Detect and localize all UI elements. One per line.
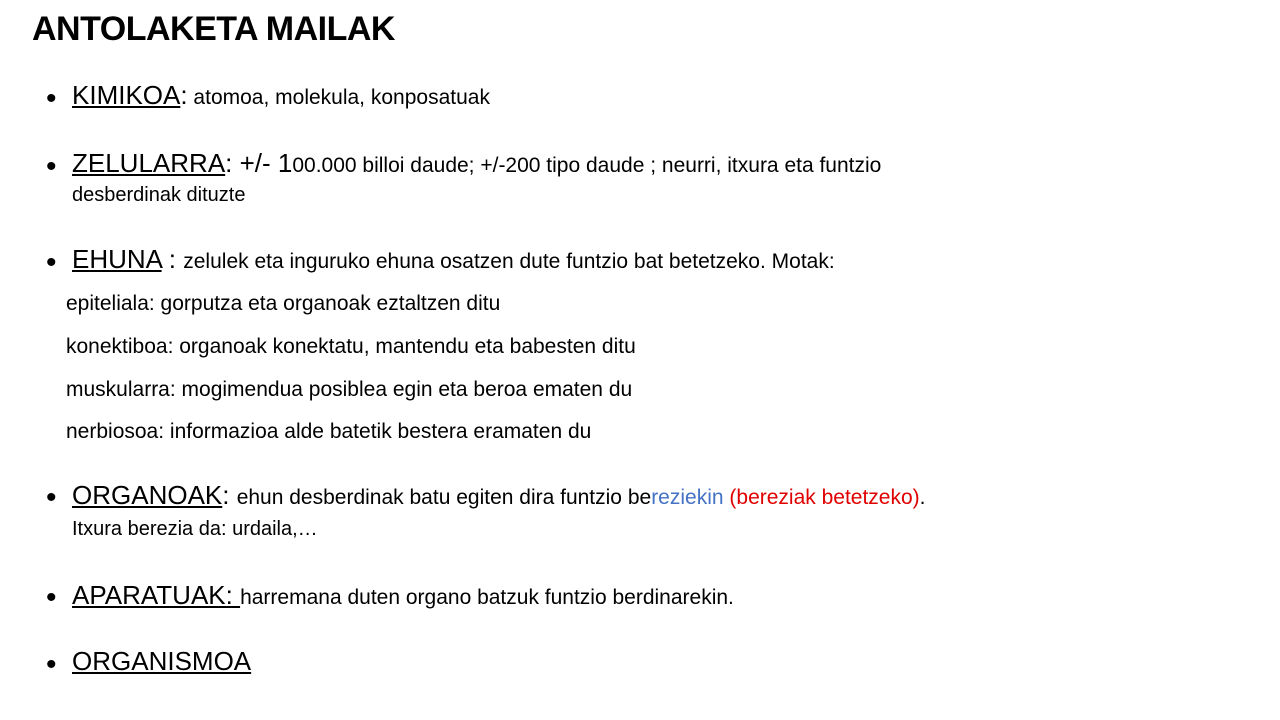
item-organoak [72, 480, 926, 511]
item-heading: ORGANOAK [72, 480, 223, 510]
bullet-dot: • [46, 150, 57, 183]
item-text: ehun desberdinak batu egiten dira funtzio be [236, 486, 652, 509]
item-continuation: Itxura berezia da: urdaila,… [72, 518, 318, 540]
item-zelularra [72, 148, 881, 179]
item-heading: ZELULARRA [72, 148, 226, 178]
item-organismoa [72, 646, 251, 677]
item-text: harremana duten organo batzuk funtzio berdinarekin. [240, 586, 734, 609]
item-continuation: desberdinak dituzte [72, 184, 246, 206]
item-text: atomoa, molekula, konposatuak [187, 86, 490, 109]
item-aparatuak [72, 580, 734, 611]
bullet-dot: • [46, 648, 57, 681]
item-text-blue: reziekin [651, 486, 724, 509]
tissue-type: muskularra: mogimendua posiblea egin eta beroa ematen du [66, 378, 633, 401]
tissue-type: epiteliala: gorputza eta organoak eztaltzen ditu [66, 292, 501, 315]
item-text: 00.000 billoi daude; +/-200 tipo daude ; neurri, itxura eta funtzio [292, 154, 882, 177]
tissue-type: konektiboa: organoak konektatu, mantendu eta babesten ditu [66, 335, 636, 358]
item-kimikoa [72, 80, 490, 111]
item-text: zelulek eta inguruko ehuna osatzen dute funtzio bat betetzeko. Motak: [183, 250, 835, 273]
bullet-dot: • [46, 481, 57, 514]
item-ehuna [72, 244, 835, 275]
item-separator: : +/- 1 [225, 148, 293, 178]
slide-title: ANTOLAKETA MAILAK [32, 10, 395, 48]
item-heading: EHUNA [72, 244, 162, 274]
item-text-end: . [919, 486, 926, 509]
item-heading: KIMIKOA [72, 80, 181, 110]
bullet-dot: • [46, 581, 57, 614]
item-heading: APARATUAK: [72, 580, 241, 610]
bullet-dot: • [46, 82, 57, 115]
tissue-type: nerbiosoa: informazioa alde batetik bestera eramaten du [66, 420, 592, 443]
item-heading: ORGANISMOA [72, 646, 252, 676]
bullet-dot: • [46, 246, 57, 279]
item-separator: : [161, 244, 184, 274]
item-separator: : [180, 80, 188, 110]
item-text-red: (bereziak betetzeko) [723, 486, 920, 509]
item-separator: : [222, 480, 237, 510]
